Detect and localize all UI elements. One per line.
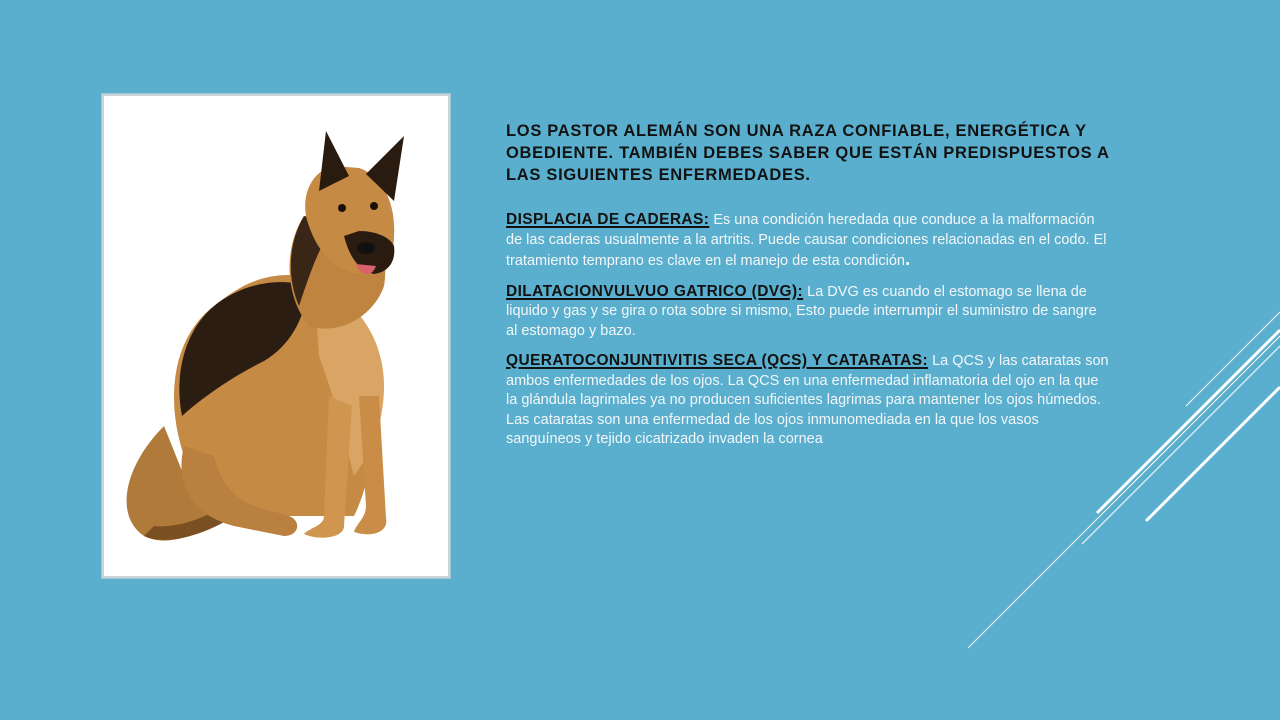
thick-diagonal-line <box>1097 330 1280 513</box>
thick-diagonal-line <box>1146 387 1280 521</box>
section-description: La QCS y las cataratas son ambos enfermedades de los ojos. La QCS en una enfermedad inflamatoria del ojo en la que la glándula lagrimales ya no producen suficientes lagrimas para mantener los ojos húmedos. Las cataratas son una enfermedad de los ojos inmunomediada en la que los vasos sanguíneos y tejido cicatrizado invaden la cornea <box>506 353 1109 447</box>
section-gastric-dilatation <box>506 282 1112 342</box>
slide-headline: LOS PASTOR ALEMÁN SON UNA RAZA CONFIABLE, ENERGÉTICA Y OBEDIENTE. TAMBIÉN DEBES SABER QUE ESTÁN PREDISPUESTOS A LAS SIGUIENTES ENFERMEDADES. <box>506 122 1110 184</box>
section-description: La DVG es cuando el estomago se llena de liquido y gas y se gira o rota sobre si mismo, Esto puede interrumpir el suministro de sangre al estomago y bazo. <box>506 283 1097 339</box>
section-term: QUERATOCONJUNTIVITIS SECA (QCS) Y CATARATAS: <box>506 352 929 369</box>
section-description: Es una condición heredada que conduce a la malformación de las caderas usualmente a la artritis. Puede causar condiciones relacionadas en el codo. El tratamiento temprano es clave en el manejo de esta condición <box>506 212 1107 269</box>
section-term: DISPLACIA DE CADERAS: <box>506 211 710 228</box>
section-hip-dysplasia <box>506 210 1112 272</box>
german-shepherd-dog-illustration <box>104 96 448 576</box>
section-keratoconjunctivitis-cataracts <box>506 351 1112 450</box>
german-shepherd-photo <box>102 94 450 578</box>
slide-content <box>506 120 1112 460</box>
section-term: DILATACIONVULVUO GATRICO (DVG): <box>506 282 804 300</box>
thin-diagonal-line <box>1186 312 1280 406</box>
section-end-mark: . <box>904 249 911 270</box>
